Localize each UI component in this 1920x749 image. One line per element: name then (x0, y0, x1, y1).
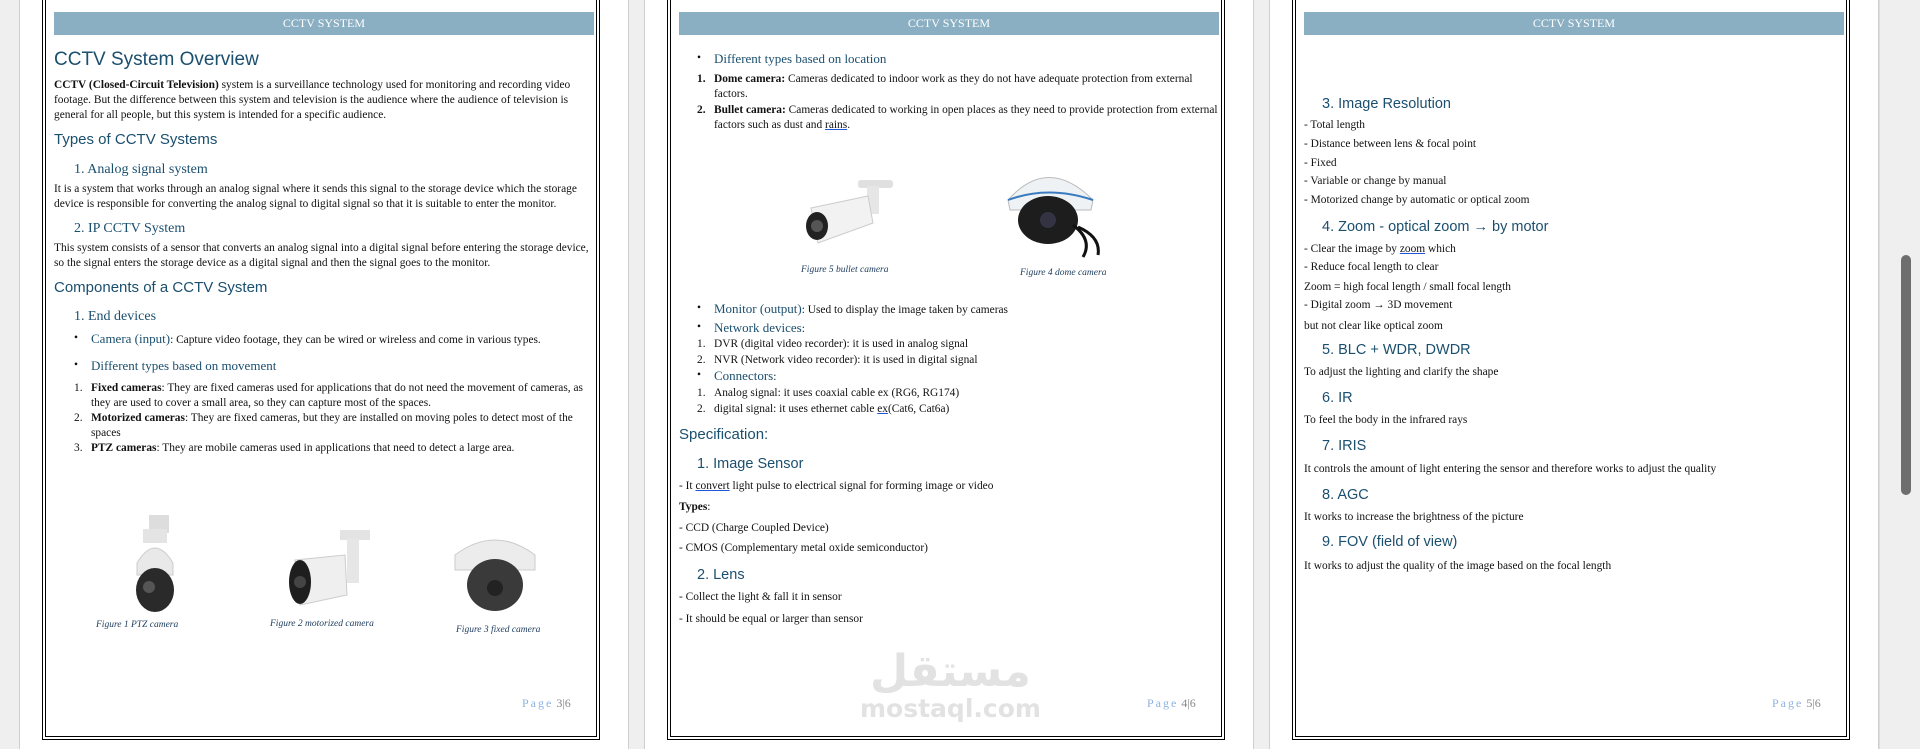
ip-text: This system consists of a sensor that converts an analog signal into a digital signal before entering the storage device, so the signal enters the storage device as a digital signal and then the signal goes to the monitor. (54, 242, 589, 269)
sensor-text-a: - It (679, 480, 696, 492)
item-bold: Bullet camera: (714, 104, 786, 116)
movement-heading: Different types based on movement (91, 358, 277, 373)
lens-line-2: - It should be equal or larger than sensor (679, 613, 863, 625)
ip-heading: 2. IP CCTV System (74, 221, 186, 236)
blc-text: To adjust the lighting and clarify the shape (1304, 366, 1499, 378)
components-heading: Components of a CCTV System (54, 279, 268, 296)
list-item (74, 381, 599, 411)
cmos-line: - CMOS (Complementary metal oxide semiconductor) (679, 542, 928, 554)
intro-text: system is a surveillance technology used for monitoring and recording video footage. But the difference between this system and television is the audience where the audience of television is general for all people, but this system is intended for a specific audience. (54, 79, 571, 121)
agc-heading: 8. AGC (1322, 487, 1369, 503)
zoom-text-a: - Clear the image by (1304, 243, 1400, 255)
figure-5-caption: Figure 5 bullet camera (801, 265, 889, 275)
ccd-line: - CCD (Charge Coupled Device) (679, 522, 829, 534)
mostaql-watermark (860, 648, 1041, 722)
item-number: 2. (697, 354, 706, 366)
monitor-bullet (697, 301, 1222, 318)
page-header: CCTV SYSTEM (54, 12, 594, 35)
location-section (697, 50, 1222, 133)
list-item (74, 441, 599, 456)
intro-paragraph (54, 78, 599, 123)
resolution-line: - Fixed (1304, 157, 1337, 169)
page-3-body (54, 49, 599, 456)
item-bold: Motorized cameras (91, 412, 185, 424)
page-total: 6 (1814, 696, 1821, 710)
dome-camera-image (1003, 165, 1103, 260)
bullet-icon: • (697, 302, 701, 314)
page-header: CCTV SYSTEM (679, 12, 1219, 35)
list-item (697, 386, 1222, 401)
zoom-text-b: which (1425, 243, 1456, 255)
analog-heading: 1. Analog signal system (74, 162, 208, 177)
page-word: Page (1147, 696, 1179, 710)
ir-heading: 6. IR (1322, 390, 1353, 406)
blc-heading: 5. BLC + WDR, DWDR (1322, 342, 1471, 358)
item-number: 1. (697, 338, 706, 350)
figure-3-caption: Figure 3 fixed camera (456, 625, 541, 635)
fixed-camera-image (450, 530, 540, 620)
figure-2-caption: Figure 2 motorized camera (270, 619, 374, 629)
analog-text: It is a system that works through an analog signal where it sends this signal to the storage device which the storage device is responsible for converting the analog signal to digital signal so that it is suitable to enter the monitor. (54, 183, 577, 210)
lens-heading: 2. Lens (697, 567, 745, 583)
page-3 (19, 0, 629, 749)
bullet-icon: • (74, 332, 78, 344)
item-text: Analog signal: it uses coaxial cable ex (RG6, RG174) (714, 387, 960, 399)
resolution-line: - Motorized change by automatic or optical zoom (1304, 194, 1530, 206)
page-num: 4 (1181, 696, 1188, 710)
zoom-line: Zoom = high focal length / small focal length (1304, 281, 1511, 293)
item-bold: PTZ cameras (91, 442, 157, 454)
spellcheck-word[interactable]: ex (877, 403, 888, 415)
iris-heading: 7. IRIS (1322, 438, 1367, 454)
page-number: Page 3|6 (522, 696, 571, 710)
connectors-bullet: • Connectors: (697, 368, 777, 383)
bullet-camera-image (803, 178, 898, 248)
page-word: Page (1772, 696, 1804, 710)
bullet-icon: • (697, 52, 701, 64)
item-number: 2. (74, 412, 83, 424)
sensor-text (679, 479, 1222, 494)
resolution-line: - Total length (1304, 119, 1365, 131)
item-text: Cameras dedicated to working in open places as they need to provide protection from external factors such as dust and (714, 104, 1218, 131)
vertical-scrollbar[interactable] (1879, 0, 1920, 749)
item-text: NVR (Network video recorder): it is used in digital signal (714, 354, 978, 366)
resolution-line: - Variable or change by manual (1304, 175, 1447, 187)
page-num: 5 (1806, 696, 1813, 710)
figure-4-caption: Figure 4 dome camera (1020, 268, 1107, 278)
page-5 (1269, 0, 1879, 749)
specification-heading: Specification: (679, 426, 769, 443)
spellcheck-word[interactable]: zoom (1399, 243, 1426, 255)
scrollbar-thumb[interactable] (1901, 255, 1911, 495)
zoom-line: - Reduce focal length to clear (1304, 261, 1439, 273)
camera-text: : Capture video footage, they can be wired or wireless and come in various types. (170, 334, 541, 346)
resolution-line: - Distance between lens & focal point (1304, 138, 1477, 150)
components-section (679, 301, 1222, 627)
movement-bullet (74, 358, 599, 375)
bullet-icon: • (697, 321, 701, 333)
overview-heading: CCTV System Overview (54, 49, 259, 70)
camera-label: Camera (input) (91, 331, 171, 346)
watermark-arabic: مستقل (870, 646, 1031, 697)
item-bold: Dome camera: (714, 73, 786, 85)
list-item (697, 72, 1222, 102)
spellcheck-word[interactable]: convert (695, 480, 730, 492)
item-text: DVR (digital video recorder): it is used in analog signal (714, 338, 969, 350)
item-text: Cameras dedicated to indoor work as they do not have adequate protection from external factors. (714, 73, 1193, 100)
list-item (697, 402, 1222, 417)
bullet-icon: • (74, 359, 78, 371)
image-sensor-heading: 1. Image Sensor (697, 456, 804, 472)
sensor-text-b: light pulse to electrical signal for forming image or video (729, 480, 994, 492)
list-item (697, 103, 1222, 133)
item-text: : They are fixed cameras used for applications that do not need the movement of cameras, as they are used to cover a small area, so they can capture most of the spaces. (91, 382, 583, 409)
list-item (74, 411, 599, 441)
connectors-label: Connectors (714, 368, 774, 383)
location-heading: Different types based on location (714, 51, 887, 66)
list-item (697, 337, 1222, 352)
monitor-text: : Used to display the image taken by cameras (801, 304, 1008, 316)
item-number: 2. (697, 104, 706, 116)
intro-bold: CCTV (Closed-Circuit Television) (54, 79, 219, 91)
image-resolution-heading: 3. Image Resolution (1322, 96, 1451, 112)
item-number: 2. (697, 403, 706, 415)
zoom-line: - Digital zoom → 3D movement (1304, 299, 1453, 311)
item-text: digital signal: it uses ethernet cable (714, 403, 878, 415)
zoom-heading: 4. Zoom - optical zoom → by motor (1322, 219, 1549, 235)
types-label-text: Types (679, 501, 708, 513)
figure-1-caption: Figure 1 PTZ camera (96, 620, 179, 630)
iris-text: It controls the amount of light entering the sensor and therefore works to adjust the quality (1304, 463, 1717, 475)
page-word: Page (522, 696, 554, 710)
item-end: . (847, 119, 851, 131)
page-number: Page 5|6 (1772, 696, 1821, 710)
page-num: 3 (556, 696, 563, 710)
camera-bullet (74, 331, 599, 348)
page-4 (644, 0, 1254, 749)
item-number: 1. (697, 73, 706, 85)
fov-text: It works to adjust the quality of the image based on the focal length (1304, 560, 1612, 572)
item-number: 3. (74, 442, 83, 454)
item-number: 1. (74, 382, 83, 394)
types-heading: Types of CCTV Systems (54, 131, 218, 148)
page-total: 6 (564, 696, 571, 710)
ir-text: To feel the body in the infrared rays (1304, 414, 1468, 426)
types-label: Types: (679, 501, 711, 513)
list-item (697, 353, 1222, 368)
agc-text: It works to increase the brightness of the picture (1304, 511, 1524, 523)
network-label: Network devices (714, 320, 802, 335)
fov-heading: 9. FOV (field of view) (1322, 534, 1458, 550)
watermark-latin: mostaql.com (860, 694, 1041, 723)
page-number: Page 4|6 (1147, 696, 1196, 710)
monitor-label: Monitor (output) (714, 301, 802, 316)
item-text: : They are mobile cameras used in applications that need to detect a large area. (156, 442, 515, 454)
item-text-end: (Cat6, Cat6a) (887, 403, 950, 415)
item-text: : They are fixed cameras, but they are installed on moving poles to detect most of the spaces (91, 412, 573, 439)
zoom-line (1304, 242, 1456, 257)
end-devices-heading: 1. End devices (74, 309, 157, 324)
item-bold: Fixed cameras (91, 382, 162, 394)
motorized-camera-image (285, 530, 375, 610)
page-header: CCTV SYSTEM (1304, 12, 1844, 35)
ptz-camera-image (125, 515, 185, 615)
network-bullet: • Network devices: (697, 320, 805, 335)
zoom-line: but not clear like optical zoom (1304, 320, 1443, 332)
spellcheck-word[interactable]: rains (825, 119, 848, 131)
location-bullet (697, 50, 1222, 69)
page-total: 6 (1189, 696, 1196, 710)
item-number: 1. (697, 387, 706, 399)
lens-line-1: - Collect the light & fall it in sensor (679, 591, 842, 603)
bullet-icon: • (697, 369, 701, 381)
